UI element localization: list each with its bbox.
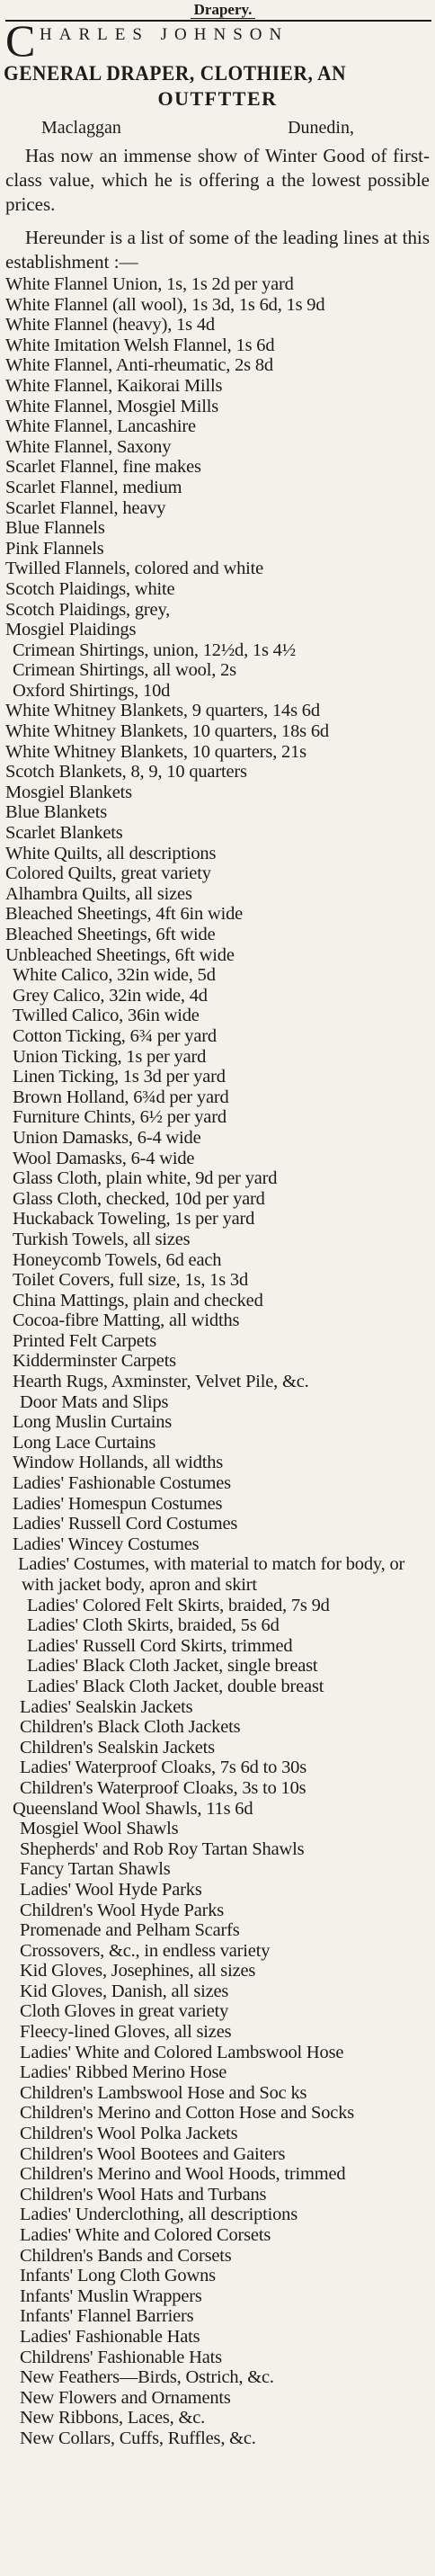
list-item: White Whitney Blankets, 10 quarters, 18s 6d xyxy=(5,721,329,742)
list-item: Ladies' Underclothing, all descriptions xyxy=(20,2205,298,2225)
list-item: Glass Cloth, checked, 10d per yard xyxy=(13,1188,265,1209)
list-item: New Feathers—Birds, Ostrich, &c. xyxy=(20,2367,274,2388)
list-item: China Mattings, plain and checked xyxy=(13,1290,263,1310)
list-item: White Flannel, Saxony xyxy=(5,436,172,457)
list-item: Cotton Ticking, 6¾ per yard xyxy=(13,1025,217,1046)
list-item: Colored Quilts, great variety xyxy=(5,863,211,884)
lead-in-paragraph: Hereunder is a list of some of the leading lines at this establishment :— xyxy=(5,227,430,273)
list-item: Wool Damasks, 6-4 wide xyxy=(13,1148,195,1168)
list-item: Scarlet Flannel, fine makes xyxy=(5,457,201,478)
item-list xyxy=(0,274,435,2449)
list-item: Twilled Flannels, colored and white xyxy=(5,559,264,579)
address-street: Maclaggan xyxy=(41,118,121,138)
list-item: Unbleached Sheetings, 6ft wide xyxy=(5,944,235,965)
list-item: Scotch Plaidings, white xyxy=(5,578,175,599)
intro-paragraph: Has now an immense show of Winter Good of first-class value, which he is offering a the lowest possible prices. xyxy=(5,145,430,215)
list-item: Pink Flannels xyxy=(5,538,104,559)
list-item: Ladies' Russell Cord Costumes xyxy=(13,1514,238,1534)
list-item: Kid Gloves, Josephines, all sizes xyxy=(20,1961,256,1981)
list-item: Cloth Gloves in great variety xyxy=(20,2001,229,2022)
list-item: Ladies' Ribbed Merino Hose xyxy=(20,2062,227,2083)
list-item: Scarlet Flannel, medium xyxy=(5,477,182,497)
list-item: Infants' Flannel Barriers xyxy=(20,2306,194,2327)
trade-line-1: GENERAL DRAPER, CLOTHIER, AN xyxy=(4,62,347,85)
list-item: Kidderminster Carpets xyxy=(13,1351,176,1372)
list-item: Children's Wool Polka Jackets xyxy=(20,2124,238,2144)
list-item: White Calico, 32in wide, 5d xyxy=(13,965,216,986)
list-item: Children's Wool Hats and Turbans xyxy=(20,2184,267,2205)
list-item: Door Mats and Slips xyxy=(20,1391,169,1412)
list-item: Ladies' Black Cloth Jacket, double breast xyxy=(27,1676,324,1696)
list-item: Fancy Tartan Shawls xyxy=(20,1859,171,1880)
list-item: Children's Sealskin Jackets xyxy=(20,1737,215,1758)
list-item: Children's Merino and Cotton Hose and Socks xyxy=(20,2103,355,2124)
list-item: White Flannel, Anti-rheumatic, 2s 8d xyxy=(5,355,273,376)
section-heading: Drapery. xyxy=(0,0,435,20)
list-item: Children's Black Cloth Jackets xyxy=(20,1717,241,1738)
list-item: White Imitation Welsh Flannel, 1s 6d xyxy=(5,335,275,355)
address-city: Dunedin, xyxy=(288,118,354,138)
list-item: Children's Bands and Corsets xyxy=(20,2245,232,2266)
list-item: Scarlet Blankets xyxy=(5,823,123,844)
list-item: Furniture Chints, 6½ per yard xyxy=(13,1107,226,1128)
list-item: Scotch Plaidings, grey, xyxy=(5,599,171,620)
list-item: Window Hollands, all widths xyxy=(13,1453,224,1473)
list-item: White Flannel (all wool), 1s 3d, 1s 6d, 1s 9d xyxy=(5,294,325,315)
list-item: Scarlet Flannel, heavy xyxy=(5,497,166,518)
list-item: Ladies' Black Cloth Jacket, single breast xyxy=(27,1656,318,1677)
list-item: Honeycomb Towels, 6d each xyxy=(13,1249,222,1270)
list-item: Mosgiel Blankets xyxy=(5,782,132,802)
list-item: Bleached Sheetings, 4ft 6in wide xyxy=(5,904,244,925)
list-item: Alhambra Quilts, all sizes xyxy=(5,883,192,904)
list-item: Ladies' Wincey Costumes xyxy=(13,1534,200,1554)
list-item: Crimean Shirtings, union, 12½d, 1s 4½ xyxy=(13,640,296,660)
advertiser-name xyxy=(5,15,435,66)
list-item: Ladies' Wool Hyde Parks xyxy=(20,1879,202,1900)
list-item: Brown Holland, 6¾d per yard xyxy=(13,1087,229,1107)
list-item: Ladies' Cloth Skirts, braided, 5s 6d xyxy=(27,1615,280,1636)
list-item: Children's Wool Hyde Parks xyxy=(20,1900,225,1920)
list-item: Hearth Rugs, Axminster, Velvet Pile, &c. xyxy=(13,1372,309,1392)
list-item: Cocoa-fibre Matting, all widths xyxy=(13,1310,240,1331)
list-item: White Flannel, Kaikorai Mills xyxy=(5,375,223,396)
list-item: Long Lace Curtains xyxy=(13,1432,156,1453)
list-item: Toilet Covers, full size, 1s, 1s 3d xyxy=(13,1270,249,1291)
list-item: Children's Waterproof Cloaks, 3s to 10s xyxy=(20,1777,306,1798)
list-item: Ladies' Fashionable Costumes xyxy=(13,1473,231,1494)
list-item: New Ribbons, Laces, &c. xyxy=(20,2408,206,2428)
address xyxy=(0,112,435,144)
list-item: Scotch Blankets, 8, 9, 10 quarters xyxy=(5,762,247,783)
list-item: White Quilts, all descriptions xyxy=(5,843,217,863)
list-item: Crossovers, &c., in endless variety xyxy=(20,1940,271,1961)
list-item: Infants' Long Cloth Gowns xyxy=(20,2266,216,2286)
list-item: Ladies' Waterproof Cloaks, 7s 6d to 30s xyxy=(20,1758,306,1778)
list-item: Mosgiel Plaidings xyxy=(5,620,137,640)
list-item: Twilled Calico, 36in wide xyxy=(13,1006,200,1026)
advertiser-name-rest: HARLES JOHNSON xyxy=(40,25,289,44)
list-item: White Flannel, Lancashire xyxy=(5,416,196,437)
list-item: White Flannel, Mosgiel Mills xyxy=(5,396,218,416)
list-item: Infants' Muslin Wrappers xyxy=(20,2285,202,2306)
list-item: Grey Calico, 32in wide, 4d xyxy=(13,985,208,1006)
list-item: Ladies' White and Colored Lambswool Hose xyxy=(20,2042,344,2062)
list-item: Ladies' Sealskin Jackets xyxy=(20,1696,193,1717)
list-item: White Whitney Blankets, 9 quarters, 14s 6d xyxy=(5,701,320,721)
list-item: Ladies' Colored Felt Skirts, braided, 7s 9d xyxy=(27,1595,330,1615)
list-item: Oxford Shirtings, 10d xyxy=(13,680,171,701)
list-item: Long Muslin Curtains xyxy=(13,1412,173,1433)
list-item: White Flannel Union, 1s, 1s 2d per yard xyxy=(5,274,294,294)
list-item: Printed Felt Carpets xyxy=(13,1330,156,1351)
list-item: Blue Blankets xyxy=(5,802,107,823)
list-item: Linen Ticking, 1s 3d per yard xyxy=(13,1067,226,1087)
list-item: Blue Flannels xyxy=(5,518,105,539)
list-item: Bleached Sheetings, 6ft wide xyxy=(5,925,216,944)
list-item: Ladies' Russell Cord Skirts, trimmed xyxy=(27,1635,293,1656)
list-item: Fleecy-lined Gloves, all sizes xyxy=(20,2022,232,2043)
list-item: Shepherds' and Rob Roy Tartan Shawls xyxy=(20,1838,305,1859)
list-item: Ladies' Fashionable Hats xyxy=(20,2326,200,2347)
list-item: Turkish Towels, all sizes xyxy=(13,1229,191,1249)
list-item: Mosgiel Wool Shawls xyxy=(20,1819,179,1839)
list-item: Ladies' Costumes, with material to match for body, or with jacket body, apron and skirt xyxy=(18,1554,405,1595)
list-item: Crimean Shirtings, all wool, 2s xyxy=(13,660,236,681)
list-item: Children's Merino and Wool Hoods, trimmed xyxy=(20,2164,346,2185)
list-item: White Flannel (heavy), 1s 4d xyxy=(5,315,215,335)
list-item: Glass Cloth, plain white, 9d per yard xyxy=(13,1168,278,1189)
list-item: Union Damasks, 6-4 wide xyxy=(13,1127,201,1148)
drop-cap: C xyxy=(5,15,36,66)
trade-line-2: OUTFTTER xyxy=(157,87,278,110)
list-item: New Flowers and Ornaments xyxy=(20,2387,231,2408)
list-item: Children's Lambswool Hose and Soc ks xyxy=(20,2082,307,2103)
list-item: Union Ticking, 1s per yard xyxy=(13,1046,207,1067)
list-item: Children's Wool Bootees and Gaiters xyxy=(20,2143,286,2164)
list-item: Promenade and Pelham Scarfs xyxy=(20,1920,240,1941)
list-item: Childrens' Fashionable Hats xyxy=(20,2347,222,2367)
list-item: New Collars, Cuffs, Ruffles, &c. xyxy=(20,2428,256,2448)
list-item: Kid Gloves, Danish, all sizes xyxy=(20,1981,229,2001)
list-item: White Whitney Blankets, 10 quarters, 21s xyxy=(5,741,306,762)
list-item: Queensland Wool Shawls, 11s 6d xyxy=(13,1798,253,1819)
list-item: Ladies' White and Colored Corsets xyxy=(20,2225,271,2245)
list-item: Ladies' Homespun Costumes xyxy=(13,1493,223,1514)
list-item: Huckaback Toweling, 1s per yard xyxy=(13,1209,255,1230)
